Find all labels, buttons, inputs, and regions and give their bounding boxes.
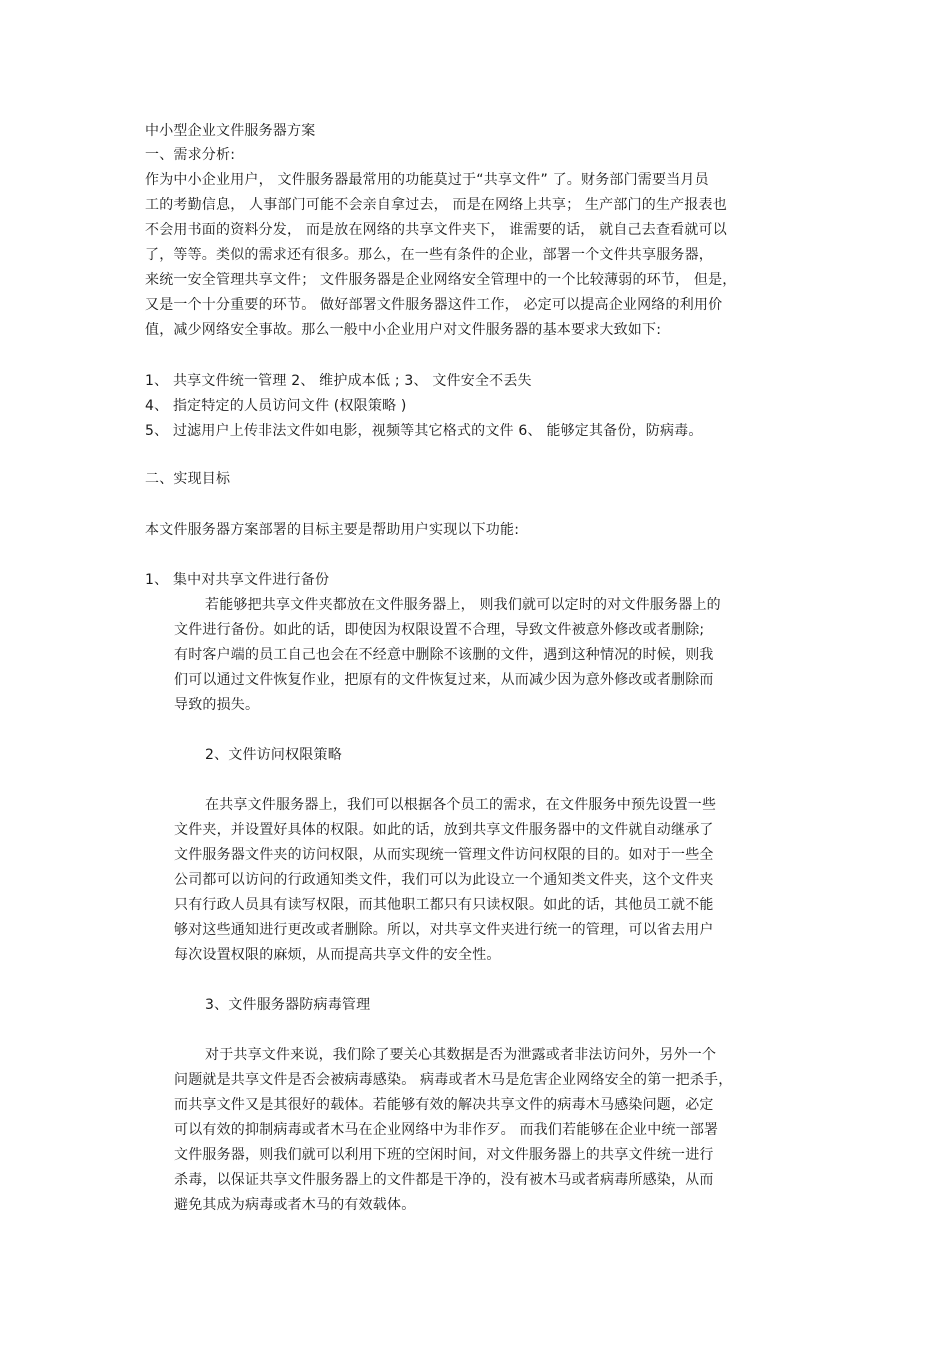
- paragraph-line: 可以有效的抑制病毒或者木马在企业网络中为非作歹。 而我们若能够在企业中统一部署: [174, 1122, 719, 1138]
- paragraph-line: 避免其成为病毒或者木马的有效载体。: [174, 1197, 416, 1213]
- paragraph-line: 有时客户端的员工自己也会在不经意中删除不该删的文件，遇到这种情况的时候，则我: [174, 647, 714, 663]
- section-heading-requirements: 一、需求分析:: [145, 147, 236, 163]
- paragraph-line: 文件服务器文件夹的访问权限，从而实现统一管理文件访问权限的目的。如对于一些全: [174, 847, 714, 863]
- item-heading-backup: 1、 集中对共享文件进行备份: [145, 572, 330, 588]
- requirement-line: 1、 共享文件统一管理 2、 维护成本低 ; 3、 文件安全不丢失: [145, 373, 532, 389]
- paragraph-line: 每次设置权限的麻烦，从而提高共享文件的安全性。: [174, 947, 501, 963]
- item-heading-permissions: 2、文件访问权限策略: [205, 747, 342, 763]
- paragraph-line: 问题就是共享文件是否会被病毒感染。 病毒或者木马是危害企业网络安全的第一把杀手，: [174, 1072, 733, 1088]
- document-title: 中小型企业文件服务器方案: [145, 123, 316, 139]
- paragraph-line: 作为中小企业用户， 文件服务器最常用的功能莫过于“共享文件” 了。财务部门需要当月员: [145, 172, 709, 188]
- paragraph-line: 文件进行备份。如此的话，即使因为权限设置不合理，导致文件被意外修改或者删除;: [174, 622, 705, 638]
- paragraph-line: 文件服务器，则我们就可以利用下班的空闲时间，对文件服务器上的共享文件统一进行: [174, 1147, 714, 1163]
- paragraph-line: 杀毒，以保证共享文件服务器上的文件都是干净的，没有被木马或者病毒所感染，从而: [174, 1172, 714, 1188]
- paragraph-line: 只有行政人员具有读写权限，而其他职工都只有只读权限。如此的话，其他员工就不能: [174, 897, 714, 913]
- requirement-line: 5、 过滤用户上传非法文件如电影，视频等其它格式的文件 6、 能够定其备份，防病毒。: [145, 423, 703, 439]
- paragraph-line: 在共享文件服务器上，我们可以根据各个员工的需求，在文件服务中预先设置一些: [205, 797, 717, 813]
- paragraph-line: 够对这些通知进行更改或者删除。所以，对共享文件夹进行统一的管理，可以省去用户: [174, 922, 714, 938]
- paragraph-line: 导致的损失。: [174, 697, 260, 713]
- paragraph-line: 了，等等。类似的需求还有很多。那么，在一些有条件的企业，部署一个文件共享服务器，: [145, 247, 713, 263]
- paragraph-line: 不会用书面的资料分发， 而是放在网络的共享文件夹下， 谁需要的话， 就自己去查看就可以: [145, 222, 727, 238]
- paragraph-line: 若能够把共享文件夹都放在文件服务器上， 则我们就可以定时的对文件服务器上的: [205, 597, 721, 613]
- goals-intro: 本文件服务器方案部署的目标主要是帮助用户实现以下功能:: [145, 522, 520, 538]
- requirement-line: 4、 指定特定的人员访问文件 (权限策略 ): [145, 398, 407, 414]
- paragraph-line: 又是一个十分重要的环节。 做好部署文件服务器这件工作， 必定可以提高企业网络的利用价: [145, 297, 723, 313]
- section-heading-goals: 二、实现目标: [145, 471, 231, 487]
- paragraph-line: 对于共享文件来说，我们除了要关心其数据是否为泄露或者非法访问外，另外一个: [205, 1047, 717, 1063]
- paragraph-line: 值，减少网络安全事故。那么一般中小企业用户对文件服务器的基本要求大致如下:: [145, 322, 662, 338]
- paragraph-line: 文件夹，并设置好具体的权限。如此的话，放到共享文件服务器中的文件就自动继承了: [174, 822, 714, 838]
- paragraph-line: 而共享文件又是其很好的载体。若能够有效的解决共享文件的病毒木马感染问题，必定: [174, 1097, 714, 1113]
- paragraph-line: 来统一安全管理共享文件； 文件服务器是企业网络安全管理中的一个比较薄弱的环节， 但是，: [145, 272, 737, 288]
- item-heading-antivirus: 3、文件服务器防病毒管理: [205, 997, 371, 1013]
- paragraph-line: 工的考勤信息， 人事部门可能不会亲自拿过去， 而是在网络上共享； 生产部门的生产报表也: [145, 197, 727, 213]
- paragraph-line: 们可以通过文件恢复作业，把原有的文件恢复过来，从而减少因为意外修改或者删除而: [174, 672, 714, 688]
- paragraph-line: 公司都可以访问的行政通知类文件，我们可以为此设立一个通知类文件夹，这个文件夹: [174, 872, 714, 888]
